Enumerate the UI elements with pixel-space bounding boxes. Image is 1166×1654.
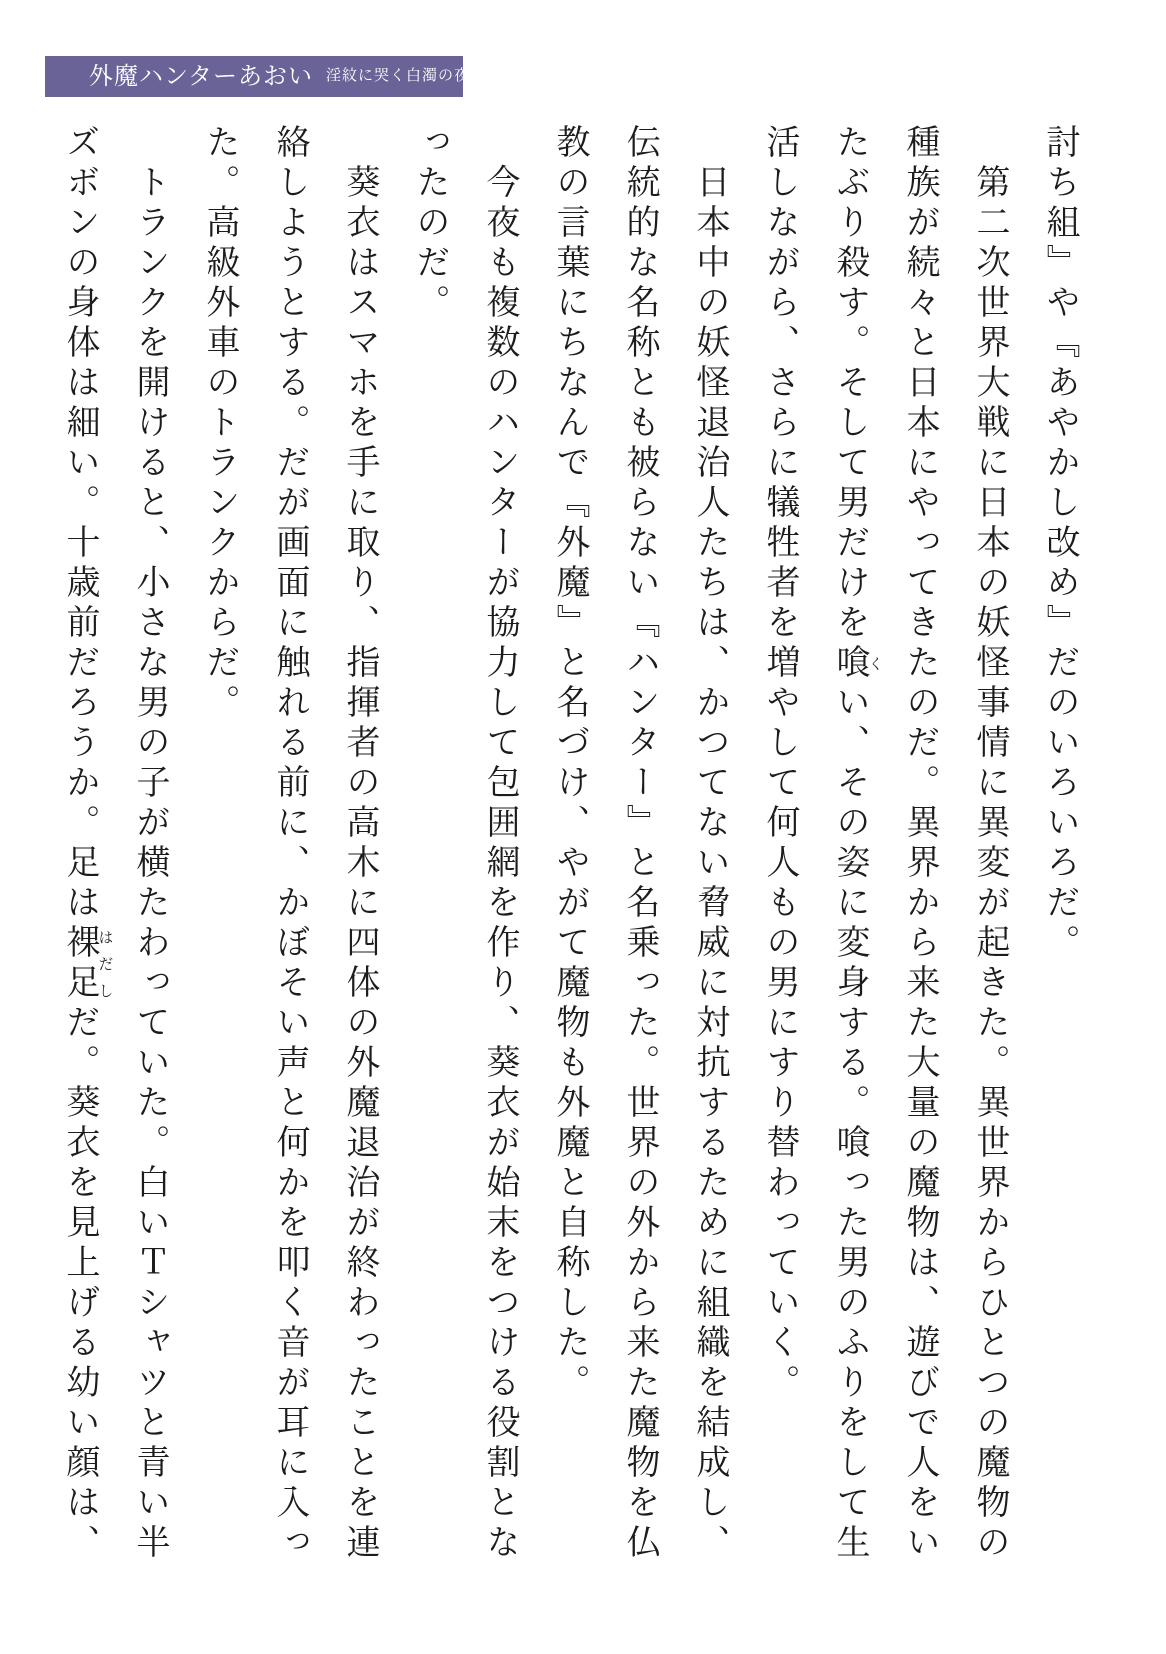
paragraph: 今夜も複数のハンターが協力して包囲網を作り、葵衣が始末をつける役割となったのだ。: [411, 124, 518, 1564]
series-title: 外魔ハンターあおい: [89, 63, 314, 90]
page-header-banner: [45, 56, 471, 97]
paragraph: 第二次世界大戦に日本の妖怪事情に異変が起きた。異世界からひとつの魔物の種族が続々と日本にやってきたのだ。異界から来た大量の魔物は、遊びで人をいたぶり殺す。そして男だけを喰くい、その姿に変身する。喰った男のふりをして生活しながら、さらに犠牲者を増やして何人もの男にすり替わっていく。: [761, 124, 1008, 1564]
body-text: [44, 124, 1094, 1564]
furigana-ruby: 喰く: [831, 644, 883, 684]
paragraph: 日本中の妖怪退治人たちは、かつてない脅威に対抗するために組織を結成し、伝統的な名称とも被らない『ハンター』と名乗った。世界の外から来た魔物を仏教の言葉にちなんで『外魔』と名づけ、やがて魔物も外魔と自称した。: [551, 124, 728, 1564]
paragraph: 葵衣はスマホを手に取り、指揮者の高木に四体の外魔退治が終わったことを連絡しようとする。だが画面に触れる前に、かぼそい声と何かを叩く音が耳に入った。高級外車のトランクからだ。: [201, 124, 378, 1564]
paragraph: 討ち組』や『あやかし改め』だのいろいろだ。: [1041, 124, 1078, 964]
episode-subtitle: 淫紋に哭く白濁の夜: [326, 68, 471, 84]
furigana-ruby: 裸足はだし: [61, 924, 113, 1004]
paragraph: トランクを開けると、小さな男の子が横たわっていた。白いＴシャツと青い半ズボンの身体は細い。十歳前だろうか。足は裸足はだしだ。葵衣を見上げる幼い顔は、: [61, 124, 168, 1564]
